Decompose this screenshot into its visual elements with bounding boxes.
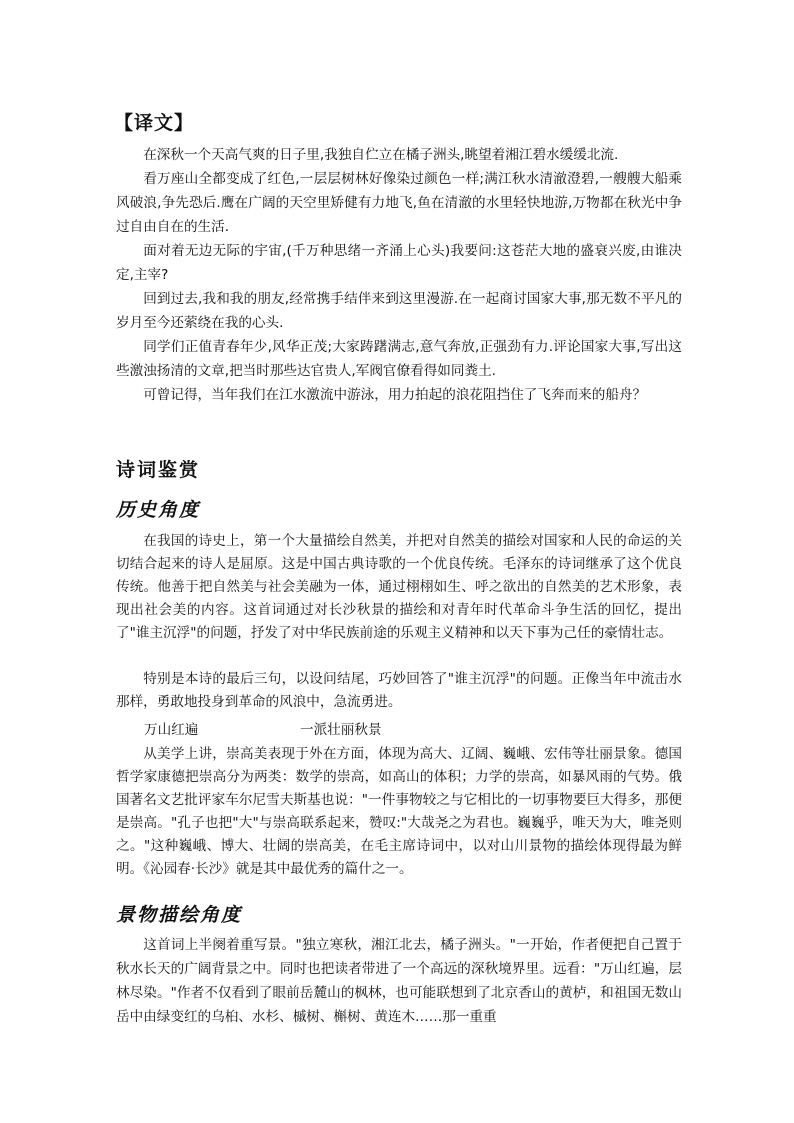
history-section-heading: 历史角度: [116, 499, 201, 521]
translation-paragraph-4: 回到过去,我和我的朋友,经常携手结伴来到这里漫游.在一起商讨国家大事,那无数不平凡的岁月至今还萦绕在我的心头.: [116, 291, 682, 331]
scenery-paragraph-1: 这首词上半阕着重写景。"独立寒秋，湘江北去，橘子洲头。"一开始，作者便把自己置于秋水长天的广阔背景之中。同时也把读者带进了一个高远的深秋境界里。远看："万山红遍，层林尽染。"作者不仅看到了眼前岳麓山的枫林，也可能联想到了北京香山的黄栌，和祖国无数山岳中由绿变红的乌桕、水杉、槭树、槲树、黄连木……那一重重: [116, 937, 682, 1025]
translation-paragraph-3: 面对着无边无际的宇宙,(千万种思绪一齐涌上心头)我要问:这苍茫大地的盛衰兴废,由谁决定,主宰?: [116, 243, 682, 283]
translation-paragraph-2: 看万座山全都变成了红色,一层层树林好像染过颜色一样;满江秋水清澈澄碧,一艘艘大船乘风破浪,争先恐后.鹰在广阔的天空里矫健有力地飞,鱼在清澈的水里轻快地游,万物都在秋光中争过自由自在的生活.: [116, 171, 682, 235]
translation-paragraph-1: 在深秋一个天高气爽的日子里,我独自伫立在橘子洲头,眺望着湘江碧水缓缓北流.: [143, 147, 619, 163]
appreciation-heading: 诗词鉴赏: [116, 459, 201, 481]
history-paragraph-2: 特别是本诗的最后三句，以设问结尾，巧妙回答了"谁主沉浮"的问题。正像当年中流击水那样，勇敢地投身到革命的风浪中，急流勇进。: [116, 671, 682, 710]
translation-paragraph-6: 可曾记得，当年我们在江水激流中游泳，用力拍起的浪花阻挡住了飞奔而来的船舟？: [143, 387, 647, 403]
translation-heading: 【译文】: [114, 112, 195, 134]
quote-line-left: 万山红遍: [144, 722, 199, 738]
history-paragraph-3: 从美学上讲，崇高美表现于外在方面，体现为高大、辽阔、巍峨、宏伟等壮丽景象。德国哲学家康德把崇高分为两类：数学的崇高，如高山的体积；力学的崇高，如暴风雨的气势。俄国著名文艺批评家车尔尼雪夫斯基也说："一件事物较之与它相比的一切事物要巨大得多，那便是崇高。"孔子也把"大"与崇高联系起来，赞叹:"大哉尧之为君也。巍巍乎，唯天为大，唯尧则之。"这种巍峨、博大、壮阔的崇高美，在毛主席诗词中，以对山川景物的描绘体现得最为鲜明。《沁园春·长沙》就是其中最优秀的篇什之一。: [116, 746, 682, 877]
history-paragraph-1: 在我国的诗史上，第一个大量描绘自然美，并把对自然美的描绘对国家和人民的命运的关切结合起来的诗人是屈原。这是中国古典诗歌的一个优良传统。毛泽东的诗词继承了这个优良传统。他善于把自然美与社会美融为一体，通过栩栩如生、呼之欲出的自然美的艺术形象，表现出社会美的内容。这首词通过对长沙秋景的描绘和对青年时代革命斗争生活的回忆，提出了"谁主沉浮"的问题，抒发了对中华民族前途的乐观主义精神和以天下事为己任的豪情壮志。: [116, 533, 682, 641]
quote-line-right: 一派壮丽秋景: [300, 722, 382, 738]
scenery-section-heading: 景物描绘角度: [116, 904, 243, 926]
translation-paragraph-5: 同学们正值青春年少,风华正茂;大家踌躇满志,意气奔放,正强劲有力.评论国家大事,写出这些激浊扬清的文章,把当时那些达官贵人,军阀官僚看得如同粪土.: [116, 339, 682, 379]
